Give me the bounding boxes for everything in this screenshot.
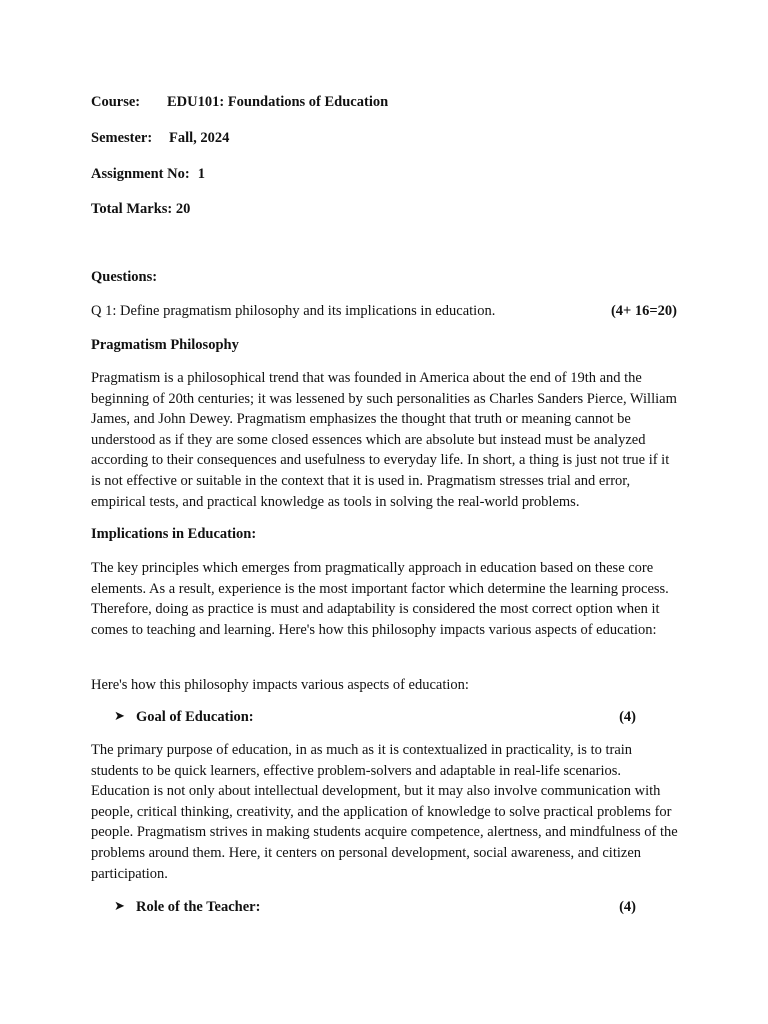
arrow-right-icon: ➤ — [114, 899, 125, 914]
semester-value: Fall, 2024 — [169, 130, 230, 146]
pragmatism-heading: Pragmatism Philosophy — [91, 337, 239, 353]
impacts-paragraph: Here's how this philosophy impacts various aspects of education: — [91, 677, 469, 693]
total-marks: Total Marks: 20 — [91, 201, 191, 217]
pragmatism-paragraph: Pragmatism is a philosophical trend that was founded in America about the end of 19th and the beginning of 20th centuries; it was lessened by such personalities as Charles Sanders Pierce, William James, and John Dewey. Pragmatism emphasizes the thought that truth or meaning cannot be understood as if they are some closed essences which are absolute but instead must be analyzed according to their consequences and usefulness to everyday life. In short, a thing is just not true if it is not effective or suitable in the context that it is used in. Pragmatism stresses trial and error, empirical tests, and practical knowledge as tools in solving the real-world problems. — [91, 370, 677, 510]
goal-heading: Goal of Education: — [136, 709, 254, 725]
question-1-text: Q 1: Define pragmatism philosophy and its implications in education. — [91, 303, 496, 319]
implications-heading: Implications in Education: — [91, 526, 257, 542]
role-of-teacher-item — [114, 899, 636, 916]
assignment-line — [91, 166, 205, 183]
assignment-label: Assignment No: — [91, 166, 190, 182]
course-label: Course: — [91, 94, 141, 110]
questions-heading: Questions: — [91, 269, 158, 285]
arrow-right-icon: ➤ — [114, 709, 125, 724]
goal-of-education-item — [114, 709, 636, 726]
goal-paragraph: The primary purpose of education, in as much as it is contextualized in practicality, is to train students to be quick learners, effective problem-solvers and adaptable in real-life scenarios. Education is not only about intellectual development, but it may also involve communication with people, critical thinking, creativity, and the application of knowledge to solve practical problems for people. Pragmatism strives in making students acquire competence, alertness, and mindfulness of the problems around them. Here, it centers on personal development, social awareness, and citizen participation. — [91, 742, 678, 882]
question-1-marks: (4+ 16=20) — [610, 303, 677, 319]
question-1 — [91, 303, 677, 320]
course-line — [91, 94, 388, 111]
total-marks-line — [91, 201, 190, 218]
teacher-heading: Role of the Teacher: — [136, 899, 261, 915]
teacher-marks: (4) — [619, 899, 636, 915]
goal-marks: (4) — [619, 709, 636, 725]
assignment-value: 1 — [197, 166, 205, 182]
semester-line — [91, 130, 229, 147]
implications-paragraph: The key principles which emerges from pragmatically approach in education based on these core elements. As a result, experience is the most important factor which determine the learning process. Therefore, doing as practice is must and adaptability is considered the most correct option when it comes to teaching and learning. Here's how this philosophy impacts various aspects of education: — [91, 560, 669, 638]
course-value: EDU101: Foundations of Education — [167, 94, 389, 110]
semester-label: Semester: — [91, 130, 153, 146]
